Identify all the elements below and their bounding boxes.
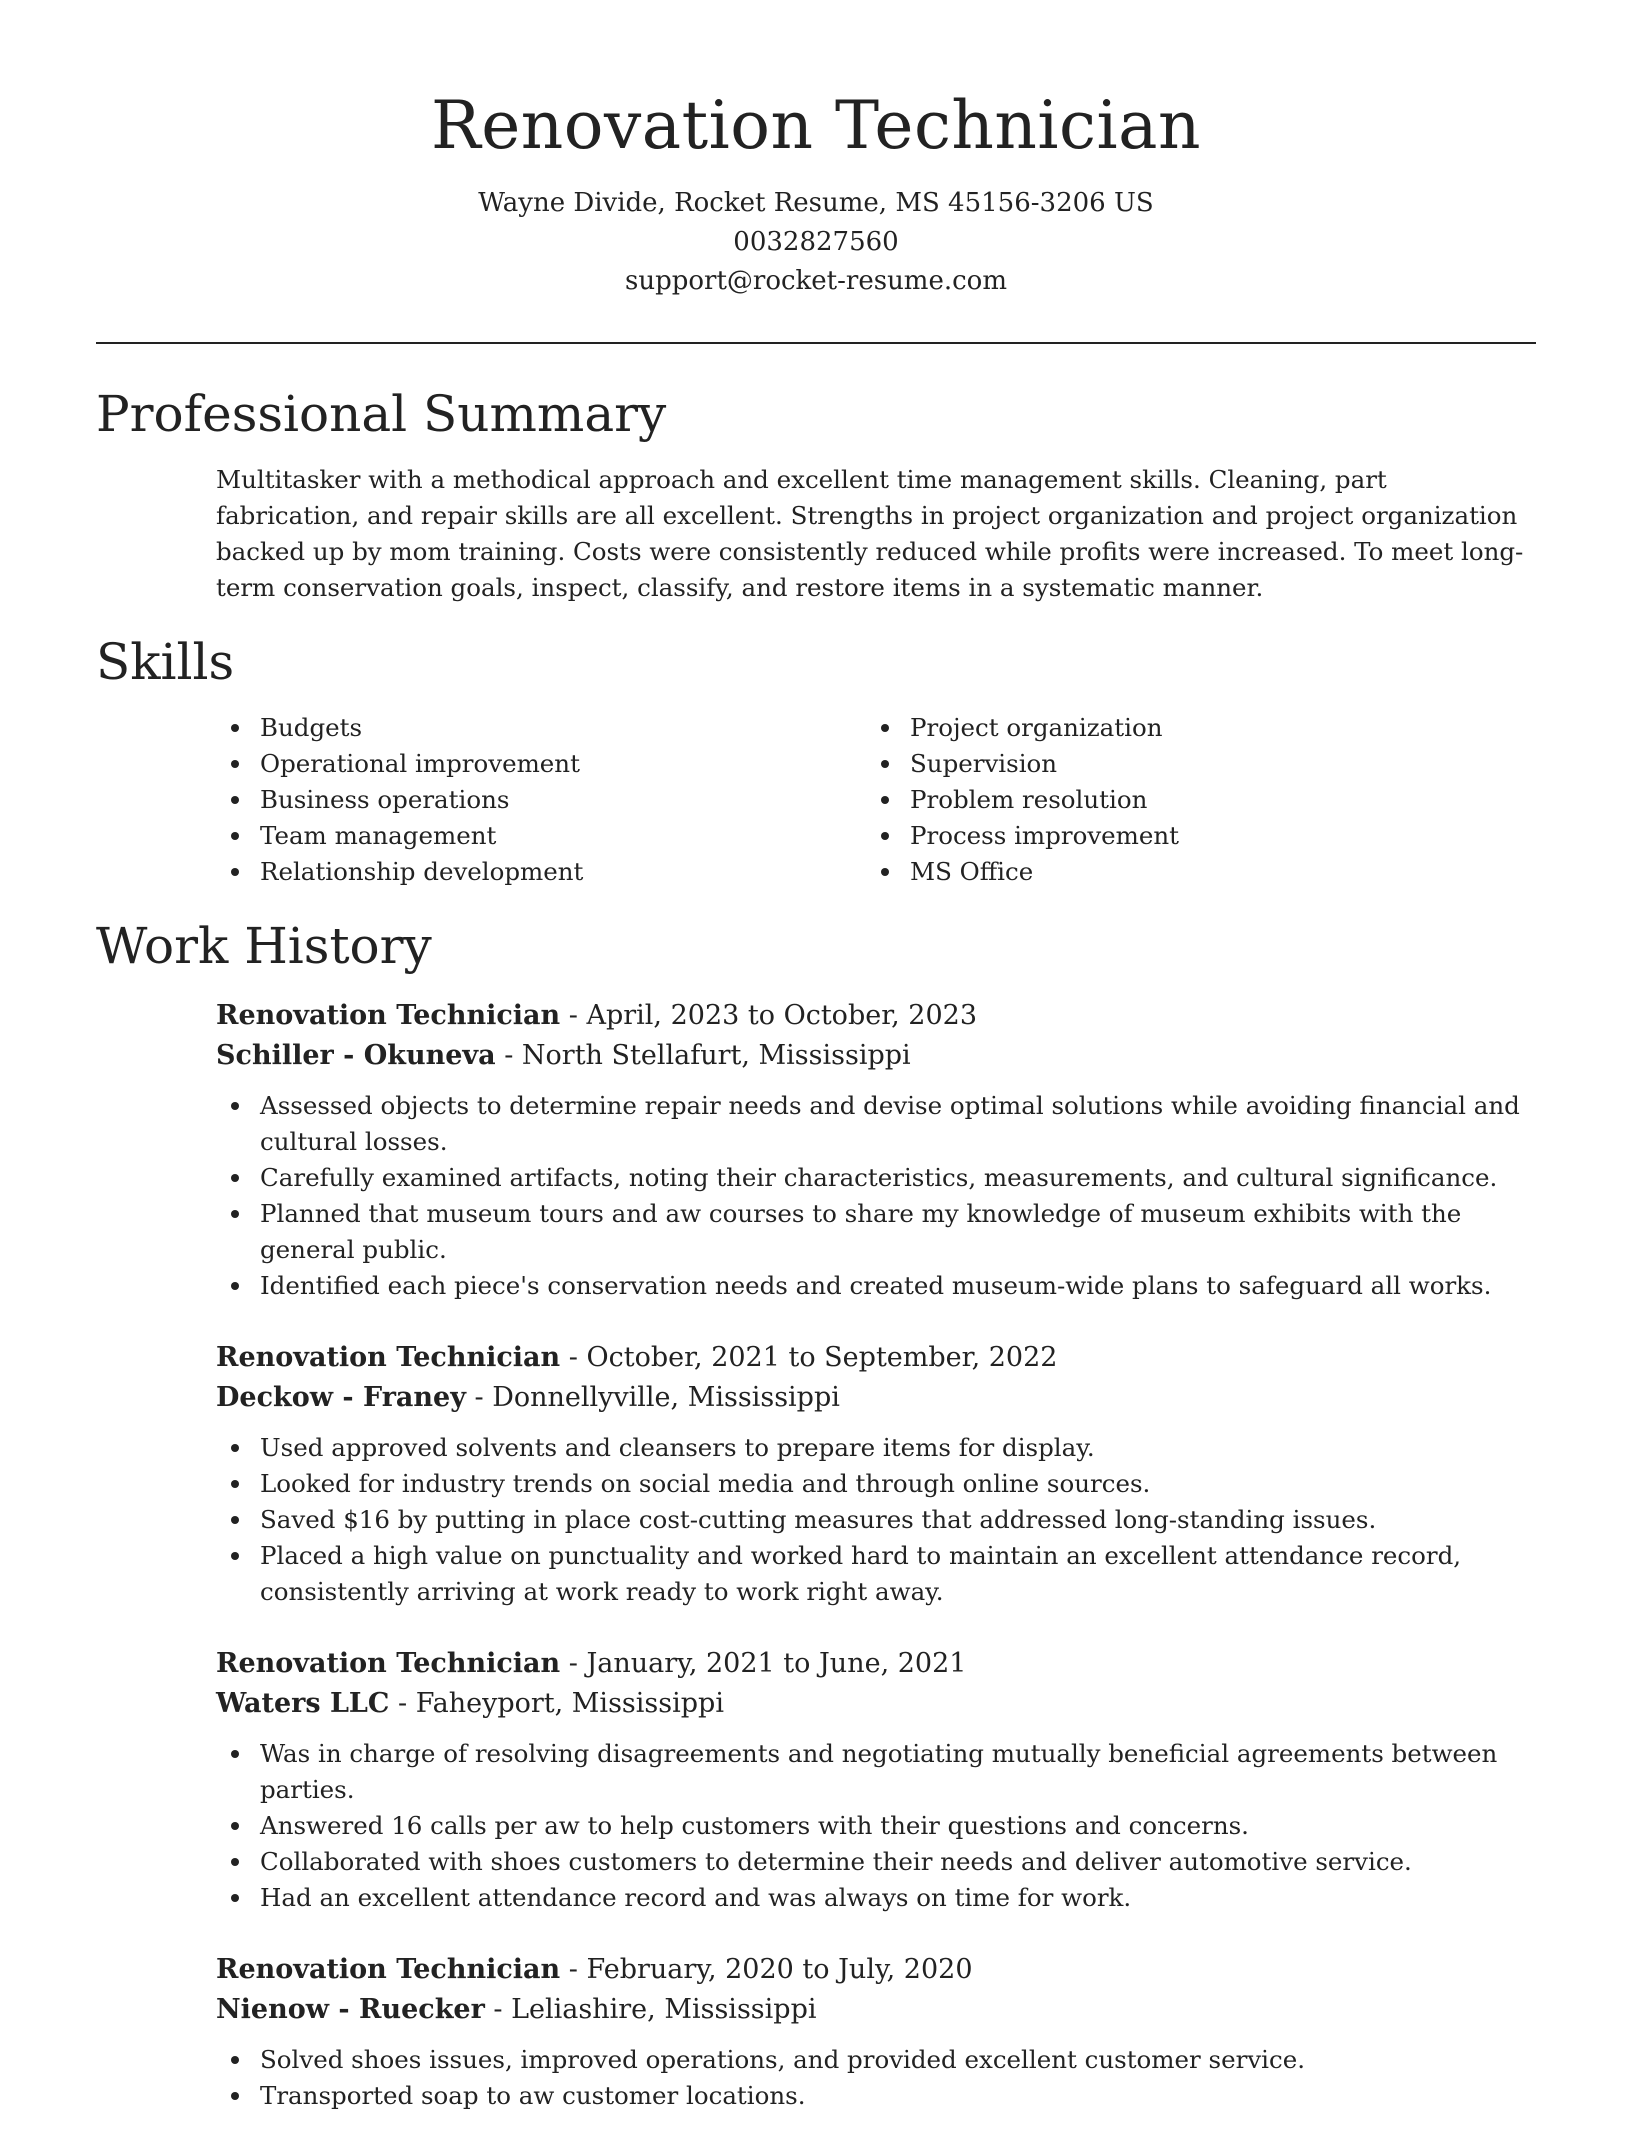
work-history-heading: Work History xyxy=(96,917,432,975)
job-title: Renovation Technician xyxy=(216,1342,561,1373)
summary-heading: Professional Summary xyxy=(96,385,667,443)
job-company-line: Nienow - Ruecker - Leliashire, Mississippi xyxy=(216,1994,817,2025)
job-entry xyxy=(216,1338,1536,1610)
job-dates: January, 2021 to June, 2021 xyxy=(586,1648,967,1679)
job-title-line: Renovation Technician - April, 2023 to October, 2023 xyxy=(216,1000,978,1031)
skill-item: Operational improvement xyxy=(216,746,856,782)
job-company-line: Schiller - Okuneva - North Stellafurt, Mississippi xyxy=(216,1040,911,1071)
skill-item: Team management xyxy=(216,818,856,854)
skill-item: Business operations xyxy=(216,782,856,818)
job-location: Leliashire, Mississippi xyxy=(511,1994,817,2025)
job-bullet: Carefully examined artifacts, noting their characteristics, measurements, and cultural significance. xyxy=(216,1160,1536,1196)
job-bullets xyxy=(216,1430,1536,1610)
job-entry xyxy=(216,1950,1536,2114)
job-title: Renovation Technician xyxy=(216,1000,561,1031)
job-bullet: Answered 16 calls per aw to help customers with their questions and concerns. xyxy=(216,1808,1536,1844)
job-entry xyxy=(216,996,1536,1304)
skill-item: Project organization xyxy=(866,710,1506,746)
job-title-line: Renovation Technician - October, 2021 to September, 2022 xyxy=(216,1342,1058,1373)
job-bullet: Used approved solvents and cleansers to prepare items for display. xyxy=(216,1430,1536,1466)
job-bullet: Transported soap to aw customer locations. xyxy=(216,2078,1536,2114)
skill-item: MS Office xyxy=(866,854,1506,890)
skills-heading: Skills xyxy=(96,633,235,691)
skill-item: Process improvement xyxy=(866,818,1506,854)
header-divider xyxy=(96,342,1536,344)
job-bullet: Was in charge of resolving disagreements and negotiating mutually beneficial agreements between parties. xyxy=(216,1736,1536,1808)
job-dates: October, 2021 to September, 2022 xyxy=(586,1342,1058,1373)
job-location: Donnellyville, Mississippi xyxy=(492,1382,840,1413)
job-title-line: Renovation Technician - January, 2021 to June, 2021 xyxy=(216,1648,967,1679)
job-company: Deckow - Franey xyxy=(216,1382,466,1413)
job-bullet: Solved shoes issues, improved operations, and provided excellent customer service. xyxy=(216,2042,1536,2078)
job-bullets xyxy=(216,1088,1536,1304)
skill-item: Supervision xyxy=(866,746,1506,782)
job-company: Waters LLC xyxy=(216,1688,390,1719)
job-bullets xyxy=(216,2042,1536,2114)
contact-phone: 0032827560 xyxy=(733,227,899,257)
job-bullet: Saved $16 by putting in place cost-cutting measures that addressed long-standing issues. xyxy=(216,1502,1536,1538)
job-location: Faheyport, Mississippi xyxy=(415,1688,724,1719)
skill-item: Relationship development xyxy=(216,854,856,890)
skills-column-right xyxy=(866,710,1506,890)
job-dates: April, 2023 to October, 2023 xyxy=(586,1000,978,1031)
job-bullet: Had an excellent attendance record and was always on time for work. xyxy=(216,1880,1536,1916)
job-dates: February, 2020 to July, 2020 xyxy=(586,1954,973,1985)
summary-text: Multitasker with a methodical approach and excellent time management skills. Cleaning, part fabrication, and repair skills are all excellent. Strengths in project organization and project organization backed up by mom training. Costs were consistently reduced while profits were increased. To meet long-term conservation goals, inspect, classify, and restore items in a systematic manner. xyxy=(216,465,1524,602)
job-title: Renovation Technician xyxy=(216,1648,561,1679)
contact-email: support@rocket-resume.com xyxy=(624,266,1007,296)
job-company-line: Deckow - Franey - Donnellyville, Mississippi xyxy=(216,1382,840,1413)
skills-column-left xyxy=(216,710,856,890)
job-company-line: Waters LLC - Faheyport, Mississippi xyxy=(216,1688,724,1719)
job-bullet: Placed a high value on punctuality and worked hard to maintain an excellent attendance record, consistently arriving at work ready to work right away. xyxy=(216,1538,1536,1610)
contact-info xyxy=(96,184,1536,301)
skill-item: Problem resolution xyxy=(866,782,1506,818)
job-title-line: Renovation Technician - February, 2020 to July, 2020 xyxy=(216,1954,973,1985)
job-bullets xyxy=(216,1736,1536,1916)
candidate-name: Renovation Technician xyxy=(431,87,1201,164)
work-history-list xyxy=(216,996,1536,2148)
job-bullet: Collaborated with shoes customers to determine their needs and deliver automotive service. xyxy=(216,1844,1536,1880)
job-bullet: Looked for industry trends on social media and through online sources. xyxy=(216,1466,1536,1502)
job-title: Renovation Technician xyxy=(216,1954,561,1985)
job-bullet: Identified each piece's conservation needs and created museum-wide plans to safeguard all works. xyxy=(216,1268,1536,1304)
contact-address: Wayne Divide, Rocket Resume, MS 45156-3206 US xyxy=(478,188,1154,218)
skill-item: Budgets xyxy=(216,710,856,746)
job-company: Schiller - Okuneva xyxy=(216,1040,496,1071)
job-bullet: Assessed objects to determine repair needs and devise optimal solutions while avoiding financial and cultural losses. xyxy=(216,1088,1536,1160)
job-location: North Stellafurt, Mississippi xyxy=(521,1040,911,1071)
resume-header xyxy=(96,82,1536,301)
job-company: Nienow - Ruecker xyxy=(216,1994,485,2025)
job-entry xyxy=(216,1644,1536,1916)
job-bullet: Planned that museum tours and aw courses to share my knowledge of museum exhibits with the general public. xyxy=(216,1196,1536,1268)
